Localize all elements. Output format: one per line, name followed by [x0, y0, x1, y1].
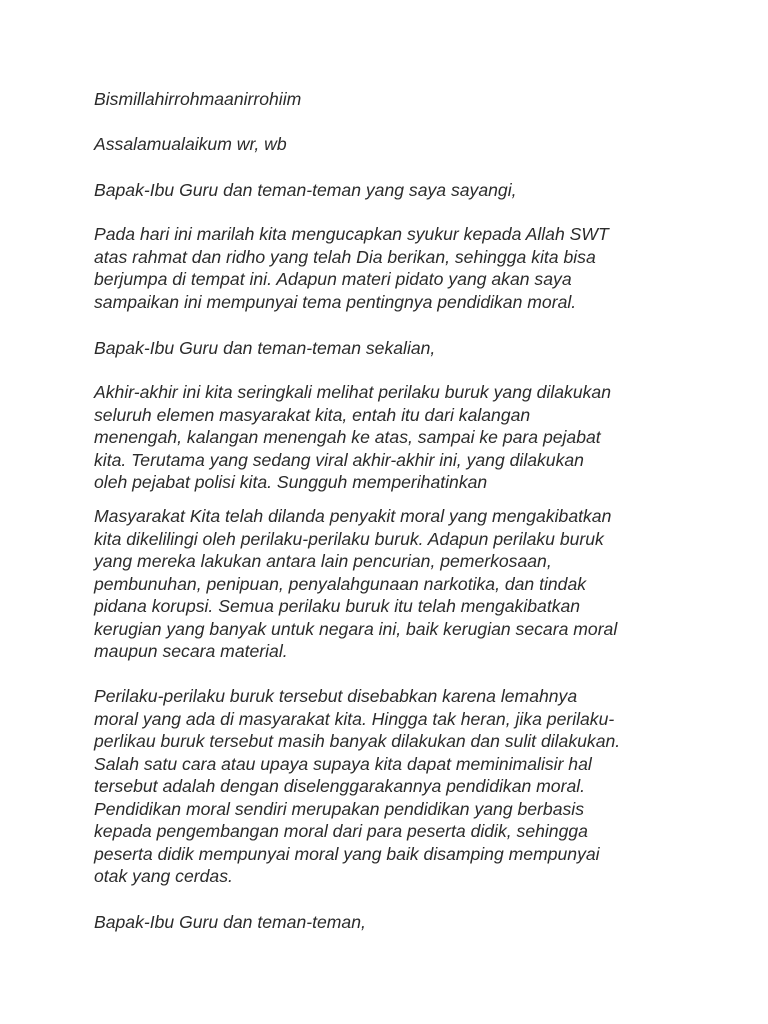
paragraph-moral-education: Perilaku-perilaku buruk tersebut disebabkan karena lemahnya moral yang ada di masyarakat kita. Hingga tak heran, jika perilaku- perlikau buruk tersebut masih banyak dilakukan dan sulit dilakukan. Salah satu cara atau upaya supaya kita dapat meminimalisir hal tersebut adalah dengan diselenggarakannya pendidikan moral. Pendidikan moral sendiri merupakan pendidikan yang berbasis kepada pengembangan moral dari para peserta didik, sehingga peserta didik mempunyai moral yang baik disamping mempunyai otak yang cerdas.	[94, 686, 621, 886]
paragraph-observation: Akhir-akhir ini kita seringkali melihat perilaku buruk yang dilakukan seluruh elemen masyarakat kita, entah itu dari kalangan menengah, kalangan menengah ke atas, sampai ke para pejabat kita. Terutama yang sedang viral akhir-akhir ini, yang dilakukan oleh pejabat polisi kita. Sungguh memperihatinkan	[94, 382, 611, 492]
paragraph-moral-disease: Masyarakat Kita telah dilanda penyakit moral yang mengakibatkan kita dikelilingi oleh perilaku-perilaku buruk. Adapun perilaku buruk yang mereka lakukan antara lain pencurian, pemerkosaan, pembunuhan, penipuan, penyalahgunaan narkotika, dan tindak pidana korupsi. Semua perilaku buruk itu telah mengakibatkan kerugian yang banyak untuk negara ini, baik kerugian secara moral maupun secara material.	[94, 506, 618, 661]
paragraph-salutation: Bapak-Ibu Guru dan teman-teman yang saya sayangi,	[94, 180, 517, 200]
paragraph-greeting: Assalamualaikum wr, wb	[94, 134, 287, 154]
paragraph-opening: Pada hari ini marilah kita mengucapkan syukur kepada Allah SWT atas rahmat dan ridho yang telah Dia berikan, sehingga kita bisa berjumpa di tempat ini. Adapun materi pidato yang akan saya sampaikan ini mempunyai tema pentingnya pendidikan moral.	[94, 224, 609, 312]
paragraph-basmalah: Bismillahirrohmaanirrohiim	[94, 89, 302, 109]
paragraph-salutation-2: Bapak-Ibu Guru dan teman-teman sekalian,	[94, 338, 436, 358]
paragraph-salutation-3: Bapak-Ibu Guru dan teman-teman,	[94, 912, 366, 932]
